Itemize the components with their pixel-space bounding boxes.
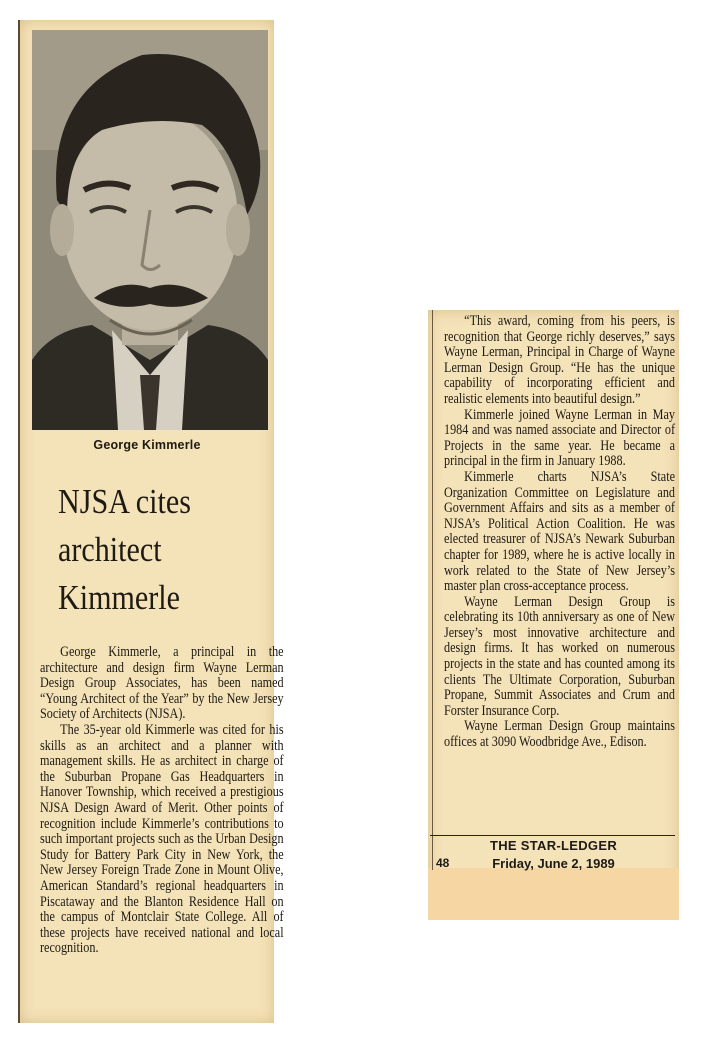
publication-date: Friday, June 2, 1989 bbox=[492, 856, 615, 871]
headline-line: NJSA cites bbox=[58, 482, 191, 521]
article-paragraph: The 35-year old Kimmerle was cited for his skills as an architect and a planner with management skills. He as architect in charge of the Suburban Propane Gas Headquarters in Hanover Township, which received a prestigious NJSA Design Award of Merit. Other points of recognition include Kimmerle’s contributions to such important projects such as the Urban Design Study for Battery Park City in New York, the New Jersey Foreign Trade Zone in Mount Olive, American Standard’s regional headquarters in Piscataway and the Blanton Residence Hall on the campus of Montclair State College. All of these projects have received national and local recognition. bbox=[40, 721, 284, 957]
article-paragraph: Kimmerle joined Wayne Lerman in May 1984 and was named associate and Director of Projects in the same year. He became a principal in the firm in January 1988. bbox=[444, 406, 675, 470]
right-newspaper-clipping bbox=[428, 310, 679, 920]
article-paragraph: “This award, coming from his peers, is recognition that George richly deserves,” says Wayne Lerman, Principal in Charge of Wayne Lerman Design Group. “He has the unique capability of incorporating efficient and realistic elements into beautiful design.” bbox=[444, 313, 675, 407]
left-newspaper-clipping bbox=[18, 20, 284, 1023]
newspaper-masthead: THE STAR-LEDGER bbox=[489, 838, 618, 853]
article-paragraph: George Kimmerle, a principal in the architecture and design firm Wayne Lerman Design Group Associates, has been named “Young Architect of the Year” by the New Jersey Society of Architects (NJSA). bbox=[40, 644, 284, 723]
article-body-left bbox=[40, 645, 284, 957]
footer-rule bbox=[430, 835, 675, 836]
article-paragraph: Wayne Lerman Design Group maintains offices at 3090 Woodbridge Ave., Edison. bbox=[444, 718, 675, 751]
portrait-illustration bbox=[32, 30, 268, 430]
clipping-tail bbox=[428, 868, 679, 920]
photo-caption: George Kimmerle bbox=[93, 438, 201, 452]
headline-line: architect bbox=[58, 530, 162, 569]
article-paragraph: Kimmerle charts NJSA’s State Organization Committee on Legislature and Government Affairs and sits as a member of NJSA’s Political Action Coalition. He was elected treasurer of NJSA’s Newark Suburban chapter for 1989, where he is active locally in work related to the State of New Jersey’s master plan cross-acceptance process. bbox=[444, 468, 675, 595]
article-paragraph: Wayne Lerman Design Group is celebrating its 10th anniversary as one of New Jersey’s most innovative architecture and design firms. It has worked on numerous projects in the state and has counted among its clients The Ultimate Corporation, Suburban Propane, Summit Associates and Crum and Forster Insurance Corp. bbox=[444, 593, 675, 719]
page-number: 48 bbox=[436, 856, 450, 870]
article-body-right bbox=[444, 314, 675, 751]
headline-line: Kimmerle bbox=[58, 578, 181, 617]
portrait-photo bbox=[32, 30, 268, 430]
headline bbox=[58, 478, 239, 622]
column-rule bbox=[432, 310, 433, 870]
